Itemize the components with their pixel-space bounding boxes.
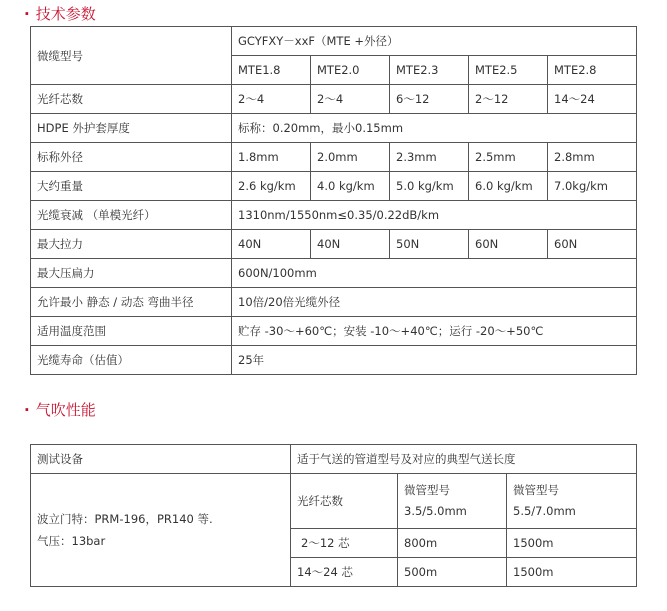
row-label: 最大压扁力 bbox=[31, 259, 232, 288]
table-row bbox=[31, 445, 637, 474]
cell-value: 4.0 kg/km bbox=[311, 172, 390, 201]
cell-value: 40N bbox=[232, 230, 311, 259]
table-row bbox=[31, 27, 637, 56]
specs-table bbox=[30, 26, 637, 375]
table-row bbox=[31, 288, 637, 317]
model-label: 微缆型号 bbox=[31, 27, 232, 85]
row-label: 最大拉力 bbox=[31, 230, 232, 259]
cell-value: 40N bbox=[311, 230, 390, 259]
pressure-line: 气压：13bar bbox=[37, 534, 106, 548]
table-row bbox=[31, 143, 637, 172]
cell-value: 50N bbox=[390, 230, 469, 259]
row-label: 大约重量 bbox=[31, 172, 232, 201]
table-row bbox=[31, 259, 637, 288]
cell-value: 14～24 bbox=[548, 85, 637, 114]
blowing-length: 1500m bbox=[507, 529, 637, 558]
equipment-details bbox=[31, 474, 291, 587]
table-row bbox=[31, 474, 637, 529]
cell-value: 7.0kg/km bbox=[548, 172, 637, 201]
section-title-blowing bbox=[24, 400, 96, 420]
bullet-icon: · bbox=[24, 5, 30, 23]
equipment-label: 测试设备 bbox=[31, 445, 291, 474]
row-label: HDPE 外护套厚度 bbox=[31, 114, 232, 143]
section-title-text: 气吹性能 bbox=[35, 401, 96, 419]
duct-size: 3.5/5.0mm bbox=[404, 504, 467, 518]
equipment-line: 波立门特：PRM-196，PR140 等. bbox=[37, 512, 213, 526]
model-name: MTE2.8 bbox=[548, 56, 637, 85]
cell-value: 贮存 -30～+60℃；安装 -10～+40℃；运行 -20～+50℃ bbox=[232, 317, 637, 346]
cell-value: 2.6 kg/km bbox=[232, 172, 311, 201]
fiber-count-value: 14～24 芯 bbox=[291, 558, 398, 587]
cell-value: 2～12 bbox=[469, 85, 548, 114]
row-label: 光纤芯数 bbox=[31, 85, 232, 114]
cell-value: 10倍/20倍光缆外径 bbox=[232, 288, 637, 317]
cell-value: 5.0 kg/km bbox=[390, 172, 469, 201]
duct-type-1 bbox=[398, 474, 507, 529]
cell-value: 600N/100mm bbox=[232, 259, 637, 288]
cell-value: 2～4 bbox=[232, 85, 311, 114]
cell-value: 25年 bbox=[232, 346, 637, 375]
duct-type-2 bbox=[507, 474, 637, 529]
cell-value: 60N bbox=[548, 230, 637, 259]
table-row bbox=[31, 346, 637, 375]
model-name: MTE1.8 bbox=[232, 56, 311, 85]
blowing-table bbox=[30, 444, 637, 587]
cell-value: 2.5mm bbox=[469, 143, 548, 172]
model-full: GCYFXY－xxF（MTE +外径） bbox=[232, 27, 637, 56]
row-label: 允许最小 静态 / 动态 弯曲半径 bbox=[31, 288, 232, 317]
row-label: 光缆衰减 （单模光纤） bbox=[31, 201, 232, 230]
model-name: MTE2.5 bbox=[469, 56, 548, 85]
blowing-header: 适于气送的管道型号及对应的典型气送长度 bbox=[291, 445, 637, 474]
row-label: 标称外径 bbox=[31, 143, 232, 172]
model-name: MTE2.3 bbox=[390, 56, 469, 85]
duct-title: 微管型号 bbox=[513, 483, 559, 497]
cell-value: 6.0 kg/km bbox=[469, 172, 548, 201]
fiber-count-label: 光纤芯数 bbox=[291, 474, 398, 529]
cell-value: 2～4 bbox=[311, 85, 390, 114]
table-row bbox=[31, 230, 637, 259]
duct-size: 5.5/7.0mm bbox=[513, 504, 576, 518]
cell-value: 60N bbox=[469, 230, 548, 259]
blowing-length: 500m bbox=[398, 558, 507, 587]
bullet-icon: · bbox=[24, 401, 30, 419]
duct-title: 微管型号 bbox=[404, 483, 450, 497]
cell-value: 6～12 bbox=[390, 85, 469, 114]
cell-value: 2.3mm bbox=[390, 143, 469, 172]
table-row bbox=[31, 317, 637, 346]
blowing-length: 1500m bbox=[507, 558, 637, 587]
cell-value: 2.8mm bbox=[548, 143, 637, 172]
table-row bbox=[31, 85, 637, 114]
fiber-count-value: 2～12 芯 bbox=[291, 529, 398, 558]
cell-value: 1310nm/1550nm≤0.35/0.22dB/km bbox=[232, 201, 637, 230]
row-label: 光缆寿命（估值） bbox=[31, 346, 232, 375]
model-name: MTE2.0 bbox=[311, 56, 390, 85]
cell-value: 标称：0.20mm，最小0.15mm bbox=[232, 114, 637, 143]
table-row bbox=[31, 201, 637, 230]
section-title-text: 技术参数 bbox=[35, 5, 96, 23]
cell-value: 1.8mm bbox=[232, 143, 311, 172]
blowing-length: 800m bbox=[398, 529, 507, 558]
section-title-specs bbox=[24, 4, 96, 24]
row-label: 适用温度范围 bbox=[31, 317, 232, 346]
cell-value: 2.0mm bbox=[311, 143, 390, 172]
table-row bbox=[31, 114, 637, 143]
table-row bbox=[31, 172, 637, 201]
